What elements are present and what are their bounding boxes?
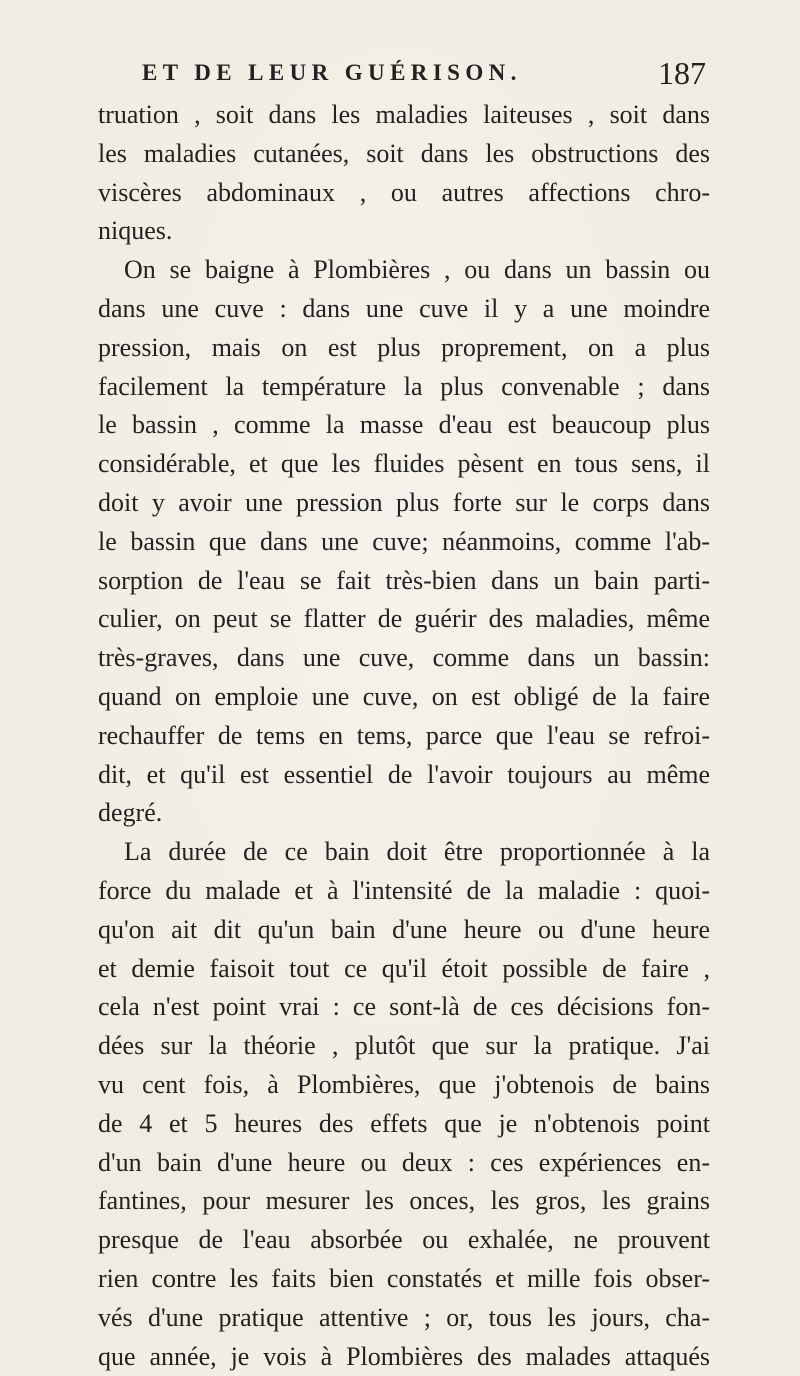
text-line: rechauffer de tems en tems, parce que l'eau se refroi- [98, 717, 710, 756]
text-line: d'un bain d'une heure ou deux : ces expériences en- [98, 1144, 710, 1183]
text-line: rien contre les faits bien constatés et mille fois obser- [98, 1260, 710, 1299]
text-line: le bassin que dans une cuve; néanmoins, comme l'ab- [98, 523, 710, 562]
text-line: que année, je vois à Plombières des malades attaqués [98, 1338, 710, 1376]
page-number: 187 [658, 55, 706, 92]
text-line: dées sur la théorie , plutôt que sur la pratique. J'ai [98, 1027, 710, 1066]
text-line: les maladies cutanées, soit dans les obstructions des [98, 135, 710, 174]
text-line: le bassin , comme la masse d'eau est beaucoup plus [98, 406, 710, 445]
text-line: facilement la température la plus convenable ; dans [98, 368, 710, 407]
text-line: vu cent fois, à Plombières, que j'obtenois de bains [98, 1066, 710, 1105]
text-line: pression, mais on est plus proprement, on a plus [98, 329, 710, 368]
text-line: très-graves, dans une cuve, comme dans un bassin: [98, 639, 710, 678]
text-line: force du malade et à l'intensité de la maladie : quoi- [98, 872, 710, 911]
text-line: doit y avoir une pression plus forte sur le corps dans [98, 484, 710, 523]
page-header [136, 60, 706, 100]
text-line: fantines, pour mesurer les onces, les gros, les grains [98, 1182, 710, 1221]
text-line: vés d'une pratique attentive ; or, tous les jours, cha- [98, 1299, 710, 1338]
text-line: truation , soit dans les maladies laiteuses , soit dans [98, 96, 710, 135]
text-line: cela n'est point vrai : ce sont-là de ces décisions fon- [98, 988, 710, 1027]
text-line: considérable, et que les fluides pèsent en tous sens, il [98, 445, 710, 484]
body-text [98, 96, 710, 1376]
text-line: viscères abdominaux , ou autres affections chro- [98, 174, 710, 213]
text-line: quand on emploie une cuve, on est obligé de la faire [98, 678, 710, 717]
text-line: dans une cuve : dans une cuve il y a une moindre [98, 290, 710, 329]
text-line: dit, et qu'il est essentiel de l'avoir toujours au même [98, 756, 710, 795]
text-line: culier, on peut se flatter de guérir des maladies, même [98, 600, 710, 639]
text-line: sorption de l'eau se fait très-bien dans un bain parti- [98, 562, 710, 601]
text-line: La durée de ce bain doit être proportionnée à la [98, 833, 710, 872]
text-line: et demie faisoit tout ce qu'il étoit possible de faire , [98, 950, 710, 989]
text-line: niques. [98, 212, 710, 251]
text-line: On se baigne à Plombières , ou dans un bassin ou [98, 251, 710, 290]
text-line: degré. [98, 794, 710, 833]
running-head: ET DE LEUR GUÉRISON. [142, 60, 522, 86]
text-line: presque de l'eau absorbée ou exhalée, ne prouvent [98, 1221, 710, 1260]
text-line: de 4 et 5 heures des effets que je n'obtenois point [98, 1105, 710, 1144]
text-line: qu'on ait dit qu'un bain d'une heure ou d'une heure [98, 911, 710, 950]
